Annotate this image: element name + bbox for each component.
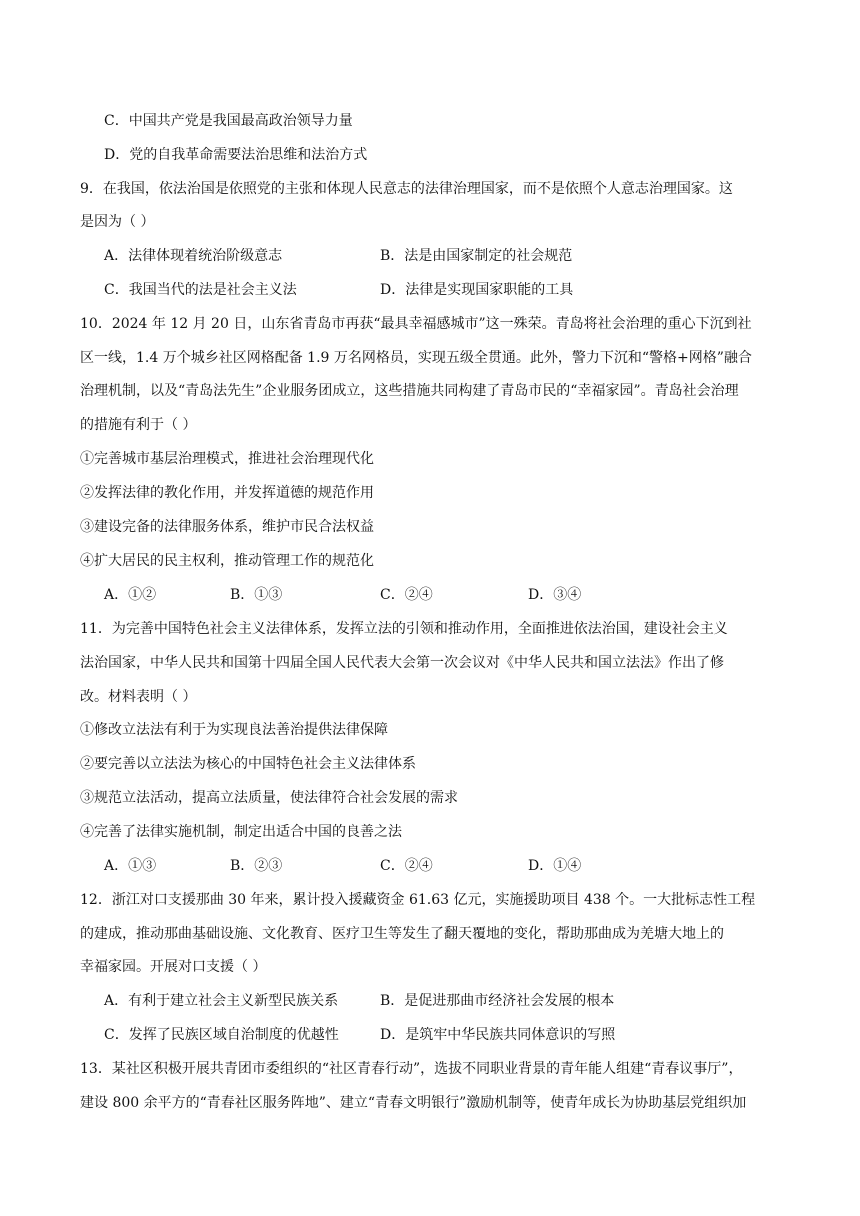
q10-option-a: A．①② xyxy=(104,587,157,603)
q10-stem-line1: 10．2024 年 12 月 20 日，山东省青岛市再获“最具幸福感城市”这一殊荣。青岛将社会治理的重心下沉到社 xyxy=(80,316,752,332)
q11-item-1: ①修改立法法有利于为实现良法善治提供法律保障 xyxy=(80,722,388,738)
q10-stem-line2: 区一线，1.4 万个城乡社区网格配备 1.9 万名网格员，实现五级全贯通。此外，警力下沉和“警格+网格”融合 xyxy=(80,350,752,366)
q8-option-c: C．中国共产党是我国最高政治领导力量 xyxy=(104,113,353,129)
q13-stem-line1: 13．某社区积极开展共青团市委组织的“社区青春行动”，选拔不同职业背景的青年能人组建“青春议事厅”， xyxy=(80,1061,743,1077)
q10-item-4: ④扩大居民的民主权利，推动管理工作的规范化 xyxy=(80,553,374,569)
q11-item-4: ④完善了法律实施机制，制定出适合中国的良善之法 xyxy=(80,824,402,840)
q11-option-c: C．②④ xyxy=(380,858,433,874)
q12-option-b: B．是促进那曲市经济社会发展的根本 xyxy=(380,993,615,1009)
q12-option-c: C．发挥了民族区域自治制度的优越性 xyxy=(104,1027,339,1043)
q9-option-d: D．法律是实现国家职能的工具 xyxy=(380,282,574,298)
q10-option-c: C．②④ xyxy=(380,587,433,603)
q9-option-a: A．法律体现着统治阶级意志 xyxy=(104,248,283,264)
q9-option-c: C．我国当代的法是社会主义法 xyxy=(104,282,297,298)
q10-stem-line3: 治理机制，以及“青岛法先生”企业服务团成立，这些措施共同构建了青岛市民的“幸福家园”。青岛社会治理 xyxy=(80,383,739,399)
q12-option-d: D．是筑牢中华民族共同体意识的写照 xyxy=(380,1027,616,1043)
q11-item-3: ③规范立法活动，提高立法质量，使法律符合社会发展的需求 xyxy=(80,790,458,806)
q9-stem-line1: 9．在我国，依法治国是依照党的主张和体现人民意志的法律治理国家，而不是依照个人意志治理国家。这 xyxy=(80,181,733,197)
q11-stem-line2: 法治国家，中华人民共和国第十四届全国人民代表大会第一次会议对《中华人民共和国立法法》作出了修 xyxy=(80,655,724,671)
q10-option-d: D．③④ xyxy=(528,587,582,603)
q11-stem-line1: 11．为完善中国特色社会主义法律体系，发挥立法的引领和推动作用，全面推进依法治国，建设社会主义 xyxy=(80,621,728,637)
q11-option-b: B．②③ xyxy=(230,858,283,874)
q10-item-2: ②发挥法律的教化作用，并发挥道德的规范作用 xyxy=(80,485,374,501)
q11-stem-line3: 改。材料表明（ ） xyxy=(80,689,197,705)
q10-stem-line4: 的措施有利于（ ） xyxy=(80,417,197,433)
q11-option-a: A．①③ xyxy=(104,858,157,874)
q9-stem-line2: 是因为（ ） xyxy=(80,214,155,230)
q10-item-3: ③建设完备的法律服务体系，维护市民合法权益 xyxy=(80,519,374,535)
q12-stem-line3: 幸福家园。开展对口支援（ ） xyxy=(80,959,267,975)
q12-stem-line1: 12．浙江对口支援那曲 30 年来，累计投入援藏资金 61.63 亿元，实施援助项目 438 个。一大批标志性工程 xyxy=(80,892,756,908)
q11-option-d: D．①④ xyxy=(528,858,582,874)
q11-item-2: ②要完善以立法法为核心的中国特色社会主义法律体系 xyxy=(80,756,416,772)
q8-option-d: D．党的自我革命需要法治思维和法治方式 xyxy=(104,147,368,163)
q10-option-b: B．①③ xyxy=(230,587,283,603)
q13-stem-line2: 建设 800 余平方的“青春社区服务阵地”、建立“青春文明银行”激励机制等，使青年成长为协助基层党组织加 xyxy=(80,1095,747,1111)
q12-option-a: A．有利于建立社会主义新型民族关系 xyxy=(104,993,339,1009)
q12-stem-line2: 的建成，推动那曲基础设施、文化教育、医疗卫生等发生了翻天覆地的变化，帮助那曲成为羌塘大地上的 xyxy=(80,926,724,942)
q9-option-b: B．法是由国家制定的社会规范 xyxy=(380,248,573,264)
q10-item-1: ①完善城市基层治理模式，推进社会治理现代化 xyxy=(80,451,374,467)
